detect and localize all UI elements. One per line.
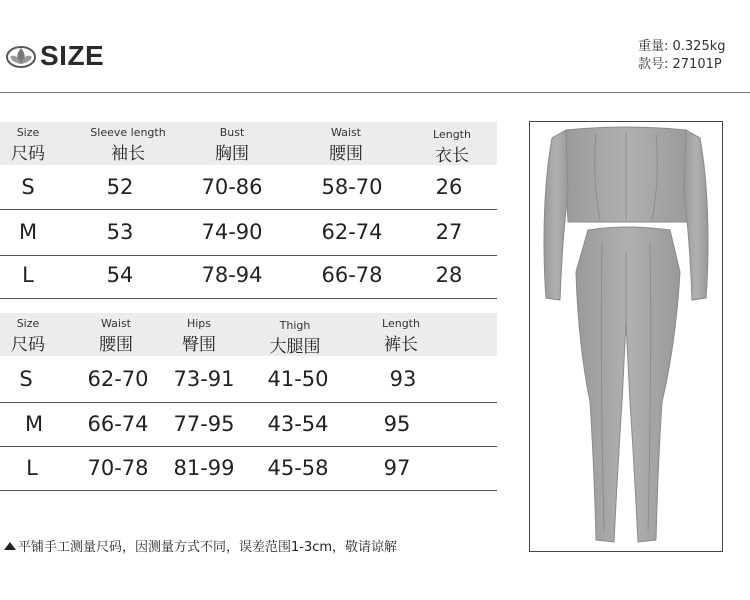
table-cell: 66-74 — [87, 412, 149, 436]
table-cell: 53 — [106, 220, 134, 244]
weight-label: 重量: 0.325kg — [638, 39, 726, 54]
table-cell: 43-54 — [267, 412, 329, 436]
table-cell: 73-91 — [173, 367, 235, 391]
table-cell: 45-58 — [267, 456, 329, 480]
header-size: Size 尺码 — [11, 126, 45, 164]
header-waist: Waist 腰围 — [99, 317, 133, 355]
table-cell: 66-78 — [321, 263, 383, 287]
row-divider — [0, 446, 497, 447]
table-cell: 52 — [106, 175, 134, 199]
header-length: Length 裤长 — [382, 317, 420, 355]
table-cell: L — [22, 263, 34, 287]
top-size-table — [0, 122, 497, 300]
header-length: Length 衣长 — [433, 128, 471, 166]
table-cell: M — [24, 412, 44, 436]
table-cell: 62-74 — [321, 220, 383, 244]
header-thigh: Thigh 大腿围 — [269, 319, 321, 357]
row-divider — [0, 402, 497, 403]
table-cell: 70-78 — [87, 456, 149, 480]
triangle-icon — [4, 542, 16, 550]
table-cell: 58-70 — [321, 175, 383, 199]
product-meta — [638, 38, 726, 74]
table-cell: 95 — [383, 412, 411, 436]
table-cell: 28 — [435, 263, 463, 287]
bottom-size-table — [0, 313, 497, 493]
table-cell: 54 — [106, 263, 134, 287]
header-sleeve-length: Sleeve length 袖长 — [90, 126, 166, 164]
table-cell: 27 — [435, 220, 463, 244]
row-divider — [0, 298, 497, 299]
row-divider — [0, 209, 497, 210]
table-cell: 97 — [383, 456, 411, 480]
table-cell: S — [21, 175, 35, 199]
header-divider — [0, 92, 750, 93]
row-divider — [0, 490, 497, 491]
header-size: Size 尺码 — [11, 317, 45, 355]
measurement-note — [4, 536, 397, 555]
header-hips: Hips 臀围 — [182, 317, 216, 355]
size-title: SIZE — [40, 40, 105, 71]
grey-two-piece-outfit-photo — [530, 122, 722, 551]
style-number-label: 款号: 27101P — [638, 57, 722, 72]
table-cell: L — [26, 456, 38, 480]
table-cell: 81-99 — [173, 456, 235, 480]
header-bust: Bust 胸围 — [215, 126, 249, 164]
header-waist: Waist 腰围 — [329, 126, 363, 164]
lotus-logo-icon — [6, 42, 36, 72]
product-photo-frame — [529, 121, 723, 552]
table-cell: 41-50 — [267, 367, 329, 391]
row-divider — [0, 255, 497, 256]
table-cell: 70-86 — [201, 175, 263, 199]
table-cell: M — [18, 220, 38, 244]
table-cell: 77-95 — [173, 412, 235, 436]
table-cell: 93 — [389, 367, 417, 391]
table-cell: 62-70 — [87, 367, 149, 391]
table-cell: 26 — [435, 175, 463, 199]
table-cell: S — [19, 367, 33, 391]
table-cell: 74-90 — [201, 220, 263, 244]
table-cell: 78-94 — [201, 263, 263, 287]
note-text: 平铺手工测量尺码，因测量方式不同，误差范围1-3cm，敬请谅解 — [18, 540, 398, 555]
